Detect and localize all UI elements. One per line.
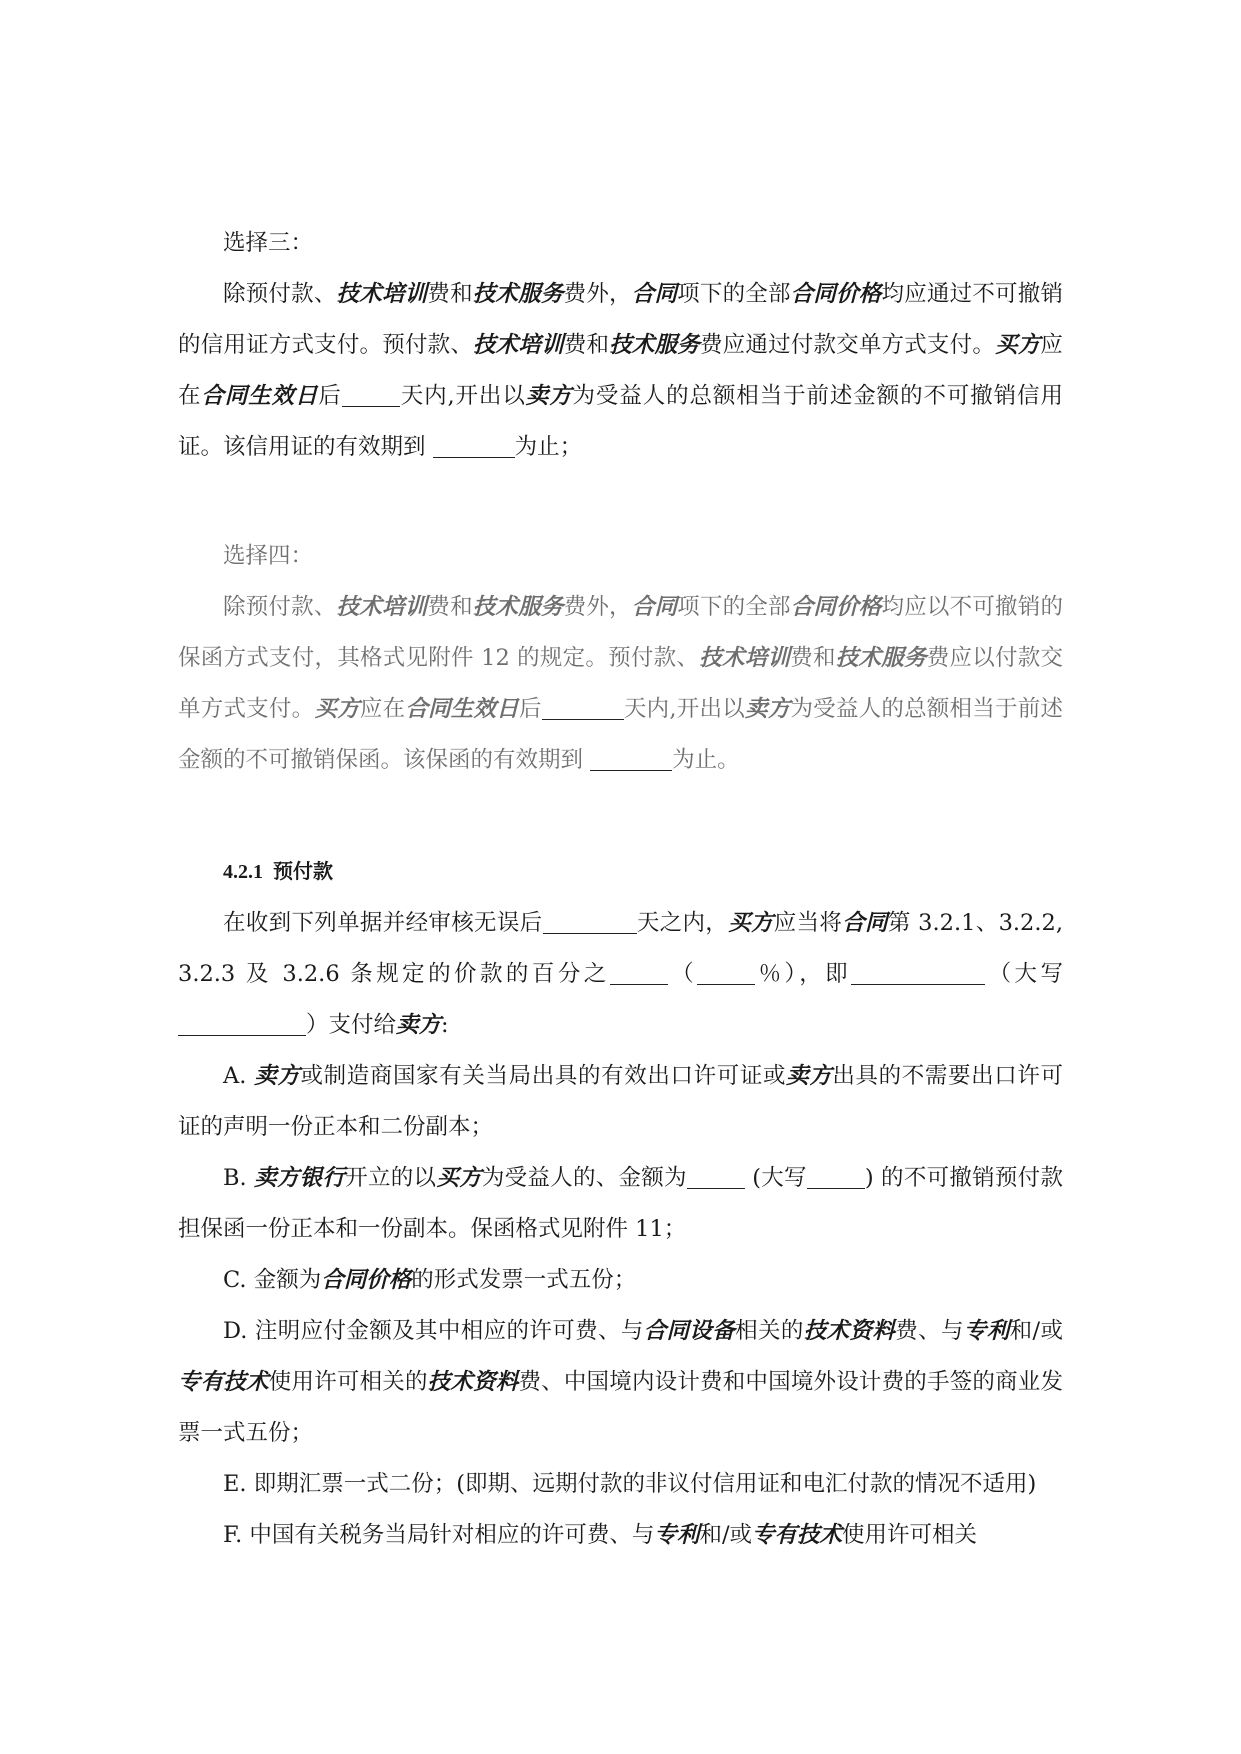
spacer bbox=[178, 473, 1063, 531]
item-d: D. 注明应付金额及其中相应的许可费、与合同设备相关的技术资料费、与专利和/或专有技术使用许可相关的技术资料费、中国境内设计费和中国境外设计费的手签的商业发票一式五份； bbox=[178, 1318, 1063, 1446]
amount-blank bbox=[687, 1166, 745, 1190]
section-heading bbox=[178, 846, 1063, 898]
section-number: 4.2.1 bbox=[223, 861, 263, 883]
days-blank bbox=[543, 911, 637, 935]
validity-date-blank bbox=[433, 435, 515, 459]
item-b: B. 卖方银行开立的以买方为受益人的、金额为 (大写 ) 的不可撤销预付款担保函一份正本和一份副本。保函格式见附件 11； bbox=[178, 1165, 1063, 1242]
percent-words-blank bbox=[610, 962, 668, 986]
amount-words-blank bbox=[807, 1166, 865, 1190]
item-c: C. 金额为合同价格的形式发票一式五份； bbox=[223, 1267, 637, 1293]
option-four-section bbox=[178, 531, 1063, 786]
option-four-label: 选择四： bbox=[223, 543, 314, 569]
item-a: A. 卖方或制造商国家有关当局出具的有效出口许可证或卖方出具的不需要出口许可证的声明一份正本和二份副本； bbox=[178, 1063, 1063, 1140]
item-f: F. 中国有关税务当局针对相应的许可费、与专利和/或专有技术使用许可相关 bbox=[223, 1522, 978, 1548]
amount-blank bbox=[851, 962, 985, 986]
days-blank bbox=[542, 697, 624, 721]
spacer bbox=[178, 786, 1063, 846]
section-title: 预付款 bbox=[273, 861, 333, 883]
advance-payment-intro: 在收到下列单据并经审核无误后 天之内，买方应当将合同第 3.2.1、3.2.2,3.2.3 及 3.2.6 条规定的价款的百分之 （ ％），即 （大写 ）支付给卖方: bbox=[178, 910, 1063, 1038]
option-three-paragraph: 除预付款、技术培训费和技术服务费外，合同项下的全部合同价格均应通过不可撤销的信用证方式支付。预付款、技术培训费和技术服务费应通过付款交单方式支付。买方应在合同生效日后 天内,开出以卖方为受益人的总额相当于前述金额的不可撤销信用证。该信用证的有效期到 为止； bbox=[178, 281, 1063, 460]
option-four-paragraph: 除预付款、技术培训费和技术服务费外，合同项下的全部合同价格均应以不可撤销的保函方式支付，其格式见附件 12 的规定。预付款、技术培训费和技术服务费应以付款交单方式支付。买方应在合同生效日后 天内,开出以卖方为受益人的总额相当于前述金额的不可撤销保函。该保函的有效期到 为止。 bbox=[178, 594, 1063, 773]
item-e: E. 即期汇票一式二份；(即期、远期付款的非议付信用证和电汇付款的情况不适用) bbox=[223, 1471, 1037, 1497]
option-three-label: 选择三： bbox=[223, 230, 314, 256]
days-blank bbox=[342, 384, 400, 408]
validity-date-blank bbox=[590, 748, 672, 772]
percent-blank bbox=[697, 962, 755, 986]
amount-words-blank bbox=[178, 1013, 306, 1037]
